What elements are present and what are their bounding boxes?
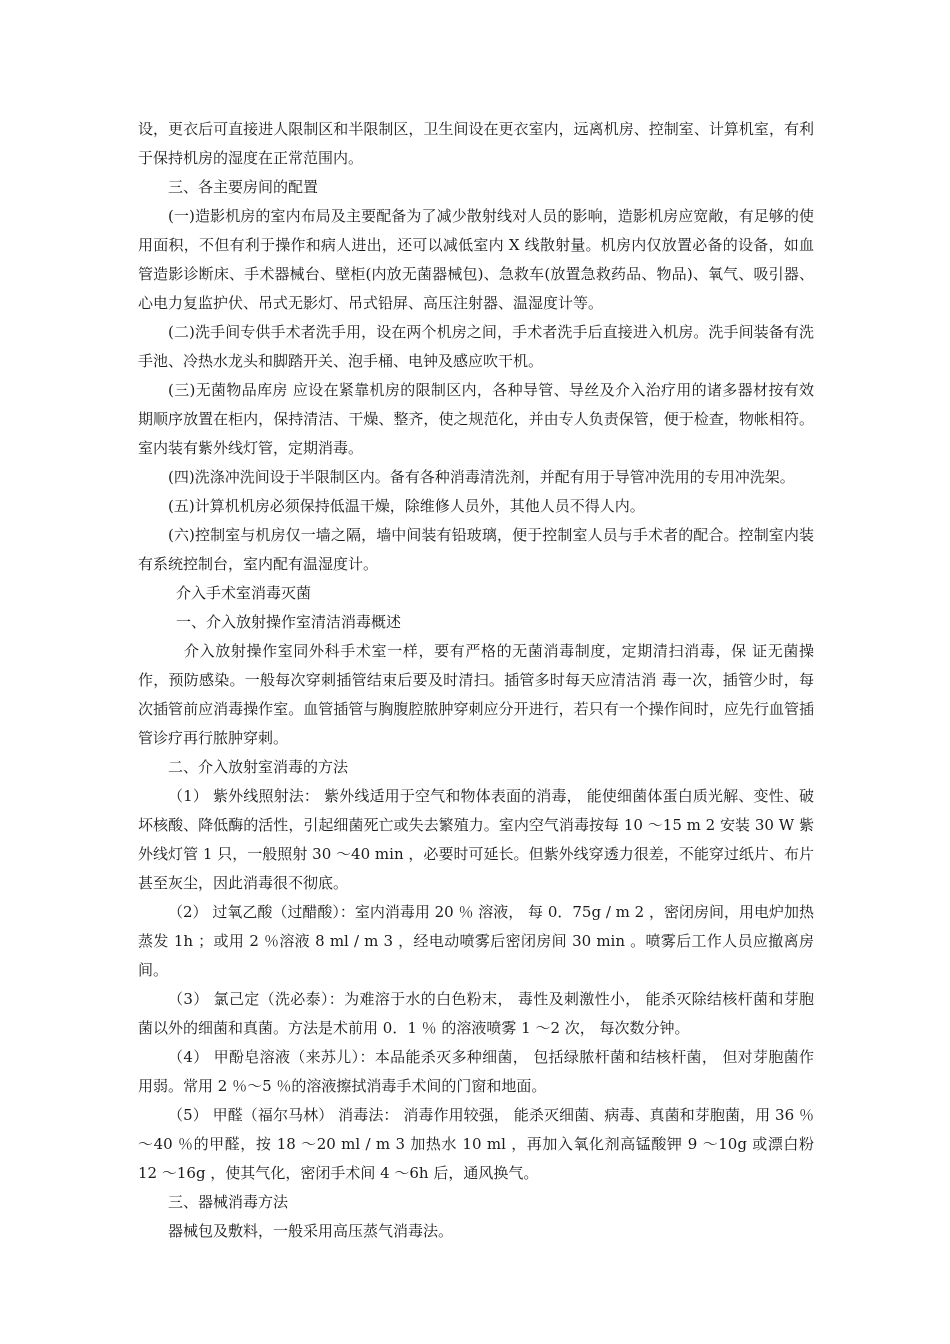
paragraph-method-1: （1） 紫外线照射法： 紫外线适用于空气和物体表面的消毒， 能使细菌体蛋白质光解、变性、破坏核酸、降低酶的活性，引起细菌死亡或失去繁殖力。室内空气消毒按每 10 ～15 m 2 安装 30 W 紫外线灯管 1 只，一般照射 30 ～40 min ，必要时可延长。但紫外线穿透力很差，不能穿过纸片、布片甚至灰尘，因此消毒很不彻底。 [138, 787, 814, 892]
paragraph-method-4: （4） 甲酚皂溶液（来苏儿）：本品能杀灭多种细菌， 包括绿脓杆菌和结核杆菌， 但对芽胞菌作用弱。常用 2 ％～5 ％的溶液擦拭消毒手术间的门窗和地面。 [138, 1048, 814, 1095]
chapter-title: 介入手术室消毒灭菌 [176, 584, 312, 602]
paragraph-continuation: 设，更衣后可直接进人限制区和半限制区，卫生间设在更衣室内，远离机房、控制室、计算机室，有利于保持机房的湿度在正常范围内。 [138, 120, 814, 167]
paragraph-instrument: 器械包及敷料，一般采用高压蒸气消毒法。 [168, 1222, 454, 1240]
subsection-heading-2: 二、介入放射室消毒的方法 [168, 758, 349, 776]
paragraph-overview: 介入放射操作室同外科手术室一样，要有严格的无菌消毒制度，定期清扫消毒，保 证无菌操作，预防感染。一般每次穿刺插管结束后要及时清扫。插管多时每天应清洁消 毒一次，插管少时，每次插管前应消毒操作室。血管插管与胸腹腔脓肿穿刺应分开进行，若只有一个操作间时，应先行血管插管诊疗再行脓肿穿刺。 [138, 642, 814, 747]
paragraph-room-1: (一)造影机房的室内布局及主要配备为了减少散射线对人员的影响，造影机房应宽敞，有足够的使用面积，不但有利于操作和病人进出，还可以减低室内 X 线散射量。机房内仅放置必备的设备，如血管造影诊断床、手术器械台、壁柜(内放无菌器械包)、急救车(放置急救药品、物品)、氧气、吸引器、心电力复监护伏、吊式无影灯、吊式铅屏、高压注射器、温湿度计等。 [138, 207, 814, 312]
paragraph-method-2: （2） 过氧乙酸（过醋酸）：室内消毒用 20 ％ 溶液， 每 0．75g / m 2 ，密闭房间，用电炉加热蒸发 1h ；或用 2 ％溶液 8 ml / m 3 ，经电动喷雾后密闭房间 30 min 。喷雾后工作人员应撤离房间。 [138, 903, 814, 979]
subsection-heading-3: 三、器械消毒方法 [168, 1193, 289, 1211]
paragraph-room-4: (四)洗涤冲洗间设于半限制区内。备有各种消毒清洗剂，并配有用于导管冲洗用的专用冲洗架。 [168, 468, 795, 486]
paragraph-method-3: （3） 氯己定（洗必泰）：为难溶于水的白色粉末， 毒性及刺激性小， 能杀灭除结核杆菌和芽胞菌以外的细菌和真菌。方法是术前用 0．1 ％ 的溶液喷雾 1 ～2 次， 每次数分钟。 [138, 990, 814, 1037]
paragraph-room-2: (二)洗手间专供手术者洗手用，设在两个机房之间，手术者洗手后直接进入机房。洗手间装备有洗手池、冷热水龙头和脚踏开关、泡手桶、电钟及感应吹干机。 [138, 323, 814, 370]
paragraph-room-5: (五)计算机机房必须保持低温干燥，除维修人员外，其他人员不得人内。 [168, 497, 645, 515]
subsection-heading-1: 一、介入放射操作室清洁消毒概述 [176, 613, 402, 631]
section-heading: 三、各主要房间的配置 [168, 178, 319, 196]
document-page [138, 115, 814, 1246]
paragraph-room-6: (六)控制室与机房仅一墙之隔，墙中间装有铅玻璃，便于控制室人员与手术者的配合。控制室内装有系统控制台，室内配有温湿度计。 [138, 526, 814, 573]
paragraph-room-3: (三)无菌物品库房 应设在紧靠机房的限制区内，各种导管、导丝及介入治疗用的诸多器材按有效期顺序放置在柜内，保持清洁、干燥、整齐，使之规范化，并由专人负责保管，便于检查，物帐相符。室内装有紫外线灯管，定期消毒。 [138, 381, 814, 457]
paragraph-method-5: （5） 甲醛（福尔马林） 消毒法： 消毒作用较强， 能杀灭细菌、病毒、真菌和芽胞菌，用 36 ％～40 ％的甲醛，按 18 ～20 ml / m 3 加热水 10 ml ，再加入氧化剂高锰酸钾 9 ～10g 或漂白粉 12 ～16g ，使其气化，密闭手术间 4 ～6h 后，通风换气。 [138, 1106, 814, 1182]
